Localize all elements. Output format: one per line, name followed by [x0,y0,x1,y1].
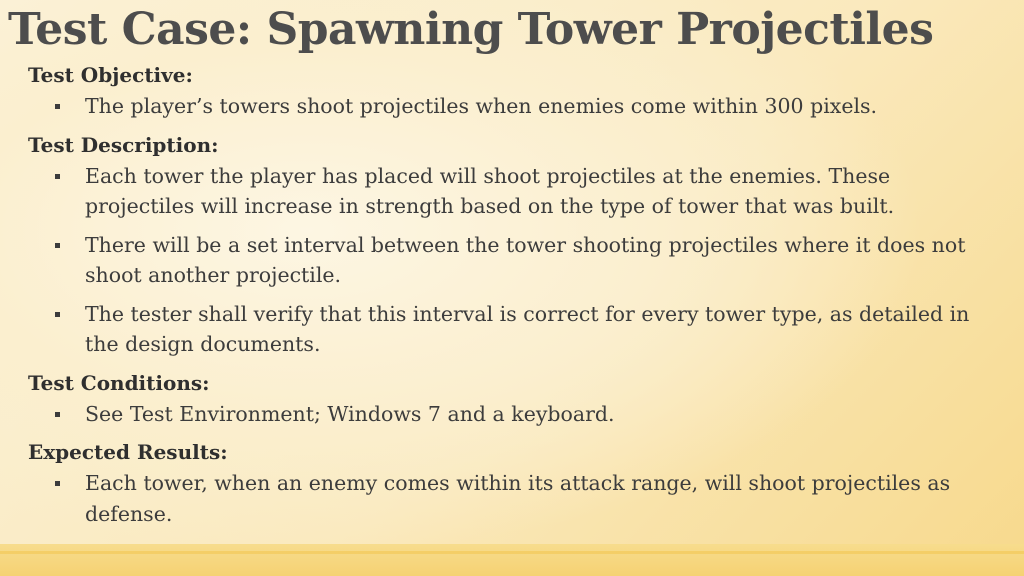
section-test-description [28,130,1008,360]
bullet-item: Each tower the player has placed will shoot projectiles at the enemies. These projectiles will increase in strength based on the type of tower that was built. [28,161,985,222]
slide-title: Test Case: Spawning Tower Projectiles [8,4,934,55]
bullet-list-test-objective [28,91,1008,122]
section-heading-test-description: Test Description: [28,132,219,157]
bottom-decorative-band [0,544,1024,576]
bottom-decorative-line [0,551,1024,554]
section-heading-test-objective: Test Objective: [28,63,193,87]
section-expected-results [28,437,1008,529]
bullet-list-test-description [28,161,1008,360]
slide-content [28,60,1008,537]
bullet-item: The tester shall verify that this interval is correct for every tower type, as detailed in the design documents. [28,299,985,360]
bullet-list-expected-results [28,468,1008,529]
section-heading-test-conditions: Test Conditions: [28,370,210,395]
section-test-objective [28,60,1008,122]
bullet-list-test-conditions [28,399,1008,430]
bullet-item: See Test Environment; Windows 7 and a keyboard. [28,399,985,430]
bullet-item: There will be a set interval between the tower shooting projectiles where it does not shoot another projectile. [28,230,985,291]
section-test-conditions [28,368,1008,430]
bullet-item: Each tower, when an enemy comes within its attack range, will shoot projectiles as defense. [28,468,985,529]
bullet-item: The player’s towers shoot projectiles when enemies come within 300 pixels. [28,91,985,122]
section-heading-expected-results: Expected Results: [28,440,228,464]
